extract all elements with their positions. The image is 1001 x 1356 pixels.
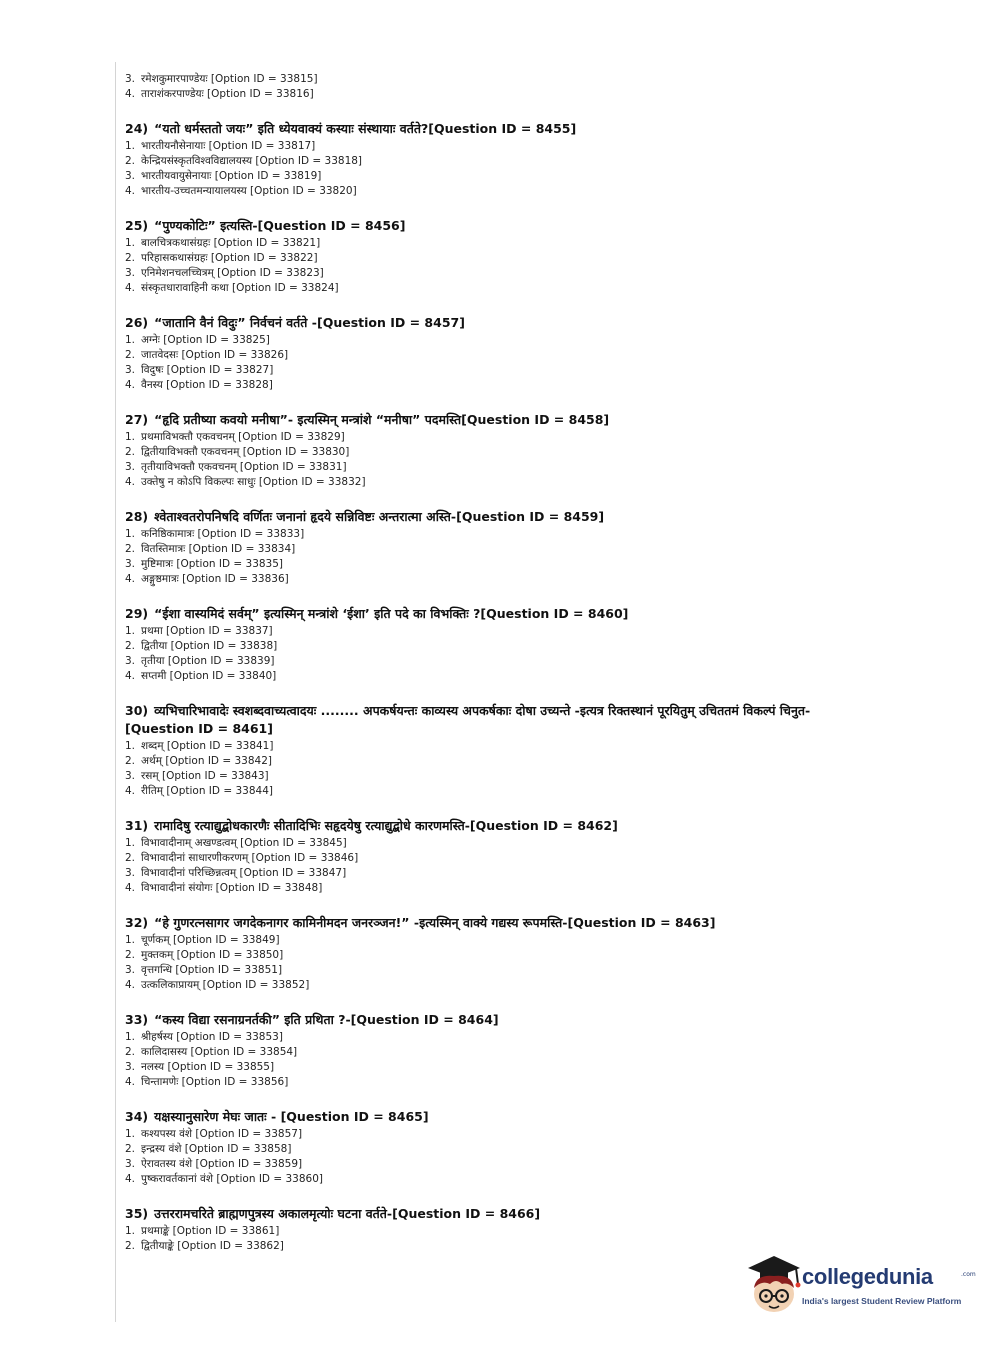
option-text: सप्तमी [Option ID = 33840] <box>141 670 277 682</box>
question-block <box>125 817 865 896</box>
option-item <box>125 1045 865 1060</box>
option-text: विभावादीनां संयोगः [Option ID = 33848] <box>141 882 323 894</box>
carryover-options <box>125 72 865 102</box>
option-number: 2. <box>125 155 136 167</box>
option-number: 2. <box>125 1046 136 1058</box>
question-block <box>125 314 865 393</box>
option-text: प्रथमाविभक्तौ एकवचनम् [Option ID = 33829] <box>141 431 345 443</box>
option-number: 2. <box>125 640 136 652</box>
option-number: 3. <box>125 964 136 976</box>
option-text: वृत्तगन्धि [Option ID = 33851] <box>141 964 283 976</box>
option-text: कनिष्ठिकामात्रः [Option ID = 33833] <box>141 528 305 540</box>
option-item <box>125 445 865 460</box>
option-number: 2. <box>125 1143 136 1155</box>
question-text: “जातानि वैनं विदुः” निर्वचनं वर्तते -[Question ID = 8457] <box>154 315 465 330</box>
option-text: तृतीया [Option ID = 33839] <box>141 655 275 667</box>
question-list <box>125 120 865 1254</box>
option-number: 1. <box>125 237 136 249</box>
option-number: 2. <box>125 446 136 458</box>
option-number: 4. <box>125 882 136 894</box>
option-item <box>125 669 865 684</box>
student-mascot-icon <box>742 1248 802 1318</box>
option-text: परिहासकथासंग्रहः [Option ID = 33822] <box>141 252 318 264</box>
question-number: 26) <box>125 315 149 330</box>
option-number: 3. <box>125 770 136 782</box>
option-text: ऐरावतस्य वंशे [Option ID = 33859] <box>141 1158 303 1170</box>
question-number: 25) <box>125 218 149 233</box>
option-text: रीतिम् [Option ID = 33844] <box>141 785 273 797</box>
option-item <box>125 1127 865 1142</box>
option-item <box>125 1142 865 1157</box>
option-item <box>125 378 865 393</box>
option-item <box>125 363 865 378</box>
collegedunia-logo <box>742 1248 976 1318</box>
option-number: 4. <box>125 282 136 294</box>
option-text: द्वितीया [Option ID = 33838] <box>141 640 278 652</box>
option-item <box>125 475 865 490</box>
option-item <box>125 430 865 445</box>
question-block <box>125 605 865 684</box>
option-number: 2. <box>125 1240 136 1252</box>
option-text: चिन्तामणेः [Option ID = 33856] <box>141 1076 289 1088</box>
option-item <box>125 572 865 587</box>
question-title <box>125 314 865 332</box>
question-block <box>125 1205 865 1254</box>
option-number: 1. <box>125 934 136 946</box>
option-text: जातवेदसः [Option ID = 33826] <box>141 349 289 361</box>
option-text: मुक्तकम् [Option ID = 33850] <box>141 949 284 961</box>
question-text: “हृदि प्रतीष्या कवयो मनीषा”- इत्यस्मिन् मन्त्रांशे “मनीषा” पदमस्ति[Question ID = 8458] <box>154 412 610 427</box>
question-text: “हे गुणरत्नसागर जगदेकनागर कामिनीमदन जनरञ्जन!” -इत्यस्मिन् वाक्ये गद्यस्य रूपमस्ति-[Question ID = 8463] <box>154 915 716 930</box>
option-number: 2. <box>125 949 136 961</box>
option-text: कालिदासस्य [Option ID = 33854] <box>141 1046 298 1058</box>
option-item <box>125 639 865 654</box>
question-number: 34) <box>125 1109 149 1124</box>
question-title <box>125 508 865 526</box>
question-block <box>125 217 865 296</box>
question-block <box>125 1108 865 1187</box>
option-item <box>125 1172 865 1187</box>
option-item <box>125 836 865 851</box>
question-title <box>125 605 865 623</box>
option-item <box>125 654 865 669</box>
option-text: प्रथमा [Option ID = 33837] <box>141 625 273 637</box>
question-number: 32) <box>125 915 149 930</box>
question-text: श्वेताश्वतरोपनिषदि वर्णितः जनानां हृदये सन्निविष्टः अन्तरात्मा अस्ति-[Question ID = 8459] <box>154 509 605 524</box>
question-title <box>125 817 865 835</box>
option-number: 1. <box>125 140 136 152</box>
option-text: विभावादीनां परिच्छिन्नत्वम् [Option ID = 33847] <box>141 867 347 879</box>
question-number: 33) <box>125 1012 149 1027</box>
question-number: 24) <box>125 121 149 136</box>
option-item <box>125 624 865 639</box>
option-item <box>125 784 865 799</box>
question-title <box>125 411 865 429</box>
option-item <box>125 169 865 184</box>
option-item <box>125 933 865 948</box>
option-item <box>125 1157 865 1172</box>
option-number: 3. <box>125 364 136 376</box>
question-text: यक्षस्यानुसारेण मेघः जातः - [Question ID = 8465] <box>154 1109 429 1124</box>
brand-tagline: India's largest Student Review Platform <box>802 1296 962 1306</box>
option-item <box>125 1030 865 1045</box>
question-text: रामादिषु रत्याद्युद्बोधकारणैः सीतादिभिः सहृदयेषु रत्याद्युद्बोधे कारणमस्ति-[Question ID = 8462] <box>154 818 618 833</box>
option-text: उक्तेषु न कोऽपि विकल्पः साधुः [Option ID = 33832] <box>141 476 366 488</box>
option-item <box>125 1060 865 1075</box>
option-number: 3. <box>125 655 136 667</box>
option-text: कश्यपस्य वंशे [Option ID = 33857] <box>141 1128 303 1140</box>
option-item <box>125 184 865 199</box>
question-number: 35) <box>125 1206 149 1221</box>
option-number: 2. <box>125 252 136 264</box>
option-item <box>125 154 865 169</box>
option-number: 3. <box>125 461 136 473</box>
option-item <box>125 963 865 978</box>
question-text: उत्तररामचरिते ब्राह्मणपुत्रस्य अकालमृत्योः घटना वर्तते-[Question ID = 8466] <box>154 1206 541 1221</box>
question-block <box>125 120 865 199</box>
option-number: 3. <box>125 1061 136 1073</box>
option-text: द्वितीयाविभक्तौ एकवचनम् [Option ID = 33830] <box>141 446 350 458</box>
option-text: द्वितीयाङ्के [Option ID = 33862] <box>141 1240 284 1252</box>
option-number: 2. <box>125 349 136 361</box>
option-text: चूर्णकम् [Option ID = 33849] <box>141 934 280 946</box>
option-text: तृतीयाविभक्तौ एकवचनम् [Option ID = 33831] <box>141 461 347 473</box>
option-text: केन्द्रियसंस्कृतविश्वविद्यालयस्य [Option ID = 33818] <box>141 155 363 167</box>
option-text: भारतीय-उच्चतमन्यायालयस्य [Option ID = 33820] <box>141 185 357 197</box>
option-text: उत्कलिकाप्रायम् [Option ID = 33852] <box>141 979 310 991</box>
question-block <box>125 914 865 993</box>
option-text: वैनस्य [Option ID = 33828] <box>141 379 273 391</box>
option-item <box>125 881 865 896</box>
option-number: 4. <box>125 379 136 391</box>
brand-domain-suffix: .com <box>961 1271 976 1278</box>
option-text: नलस्य [Option ID = 33855] <box>141 1061 275 1073</box>
option-item <box>125 542 865 557</box>
option-number: 1. <box>125 625 136 637</box>
option-item <box>125 348 865 363</box>
option-item: 4. ताराशंकरपाण्डेयः [Option ID = 33816] <box>125 88 314 100</box>
margin-rule <box>115 62 116 1322</box>
option-number: 1. <box>125 431 136 443</box>
brand-name: collegedunia <box>802 1264 933 1289</box>
question-block <box>125 411 865 490</box>
question-title <box>125 1205 865 1223</box>
option-text: पुष्करावर्तकानां वंशे [Option ID = 33860] <box>141 1173 323 1185</box>
question-number: 27) <box>125 412 149 427</box>
option-number: 4. <box>125 1076 136 1088</box>
option-text: विभावादीनाम् अखण्डत्वम् [Option ID = 33845] <box>141 837 347 849</box>
question-title <box>125 120 865 138</box>
option-number: 3. <box>125 170 136 182</box>
option-text: संस्कृतधारावाहिनी कथा [Option ID = 33824] <box>141 282 339 294</box>
question-title <box>125 702 865 738</box>
option-text: विदुषः [Option ID = 33827] <box>141 364 274 376</box>
option-item <box>125 739 865 754</box>
option-text: अङ्गुष्ठमात्रः [Option ID = 33836] <box>141 573 289 585</box>
option-item <box>125 948 865 963</box>
question-text: “यतो धर्मस्ततो जयः” इति ध्येयवाक्यं कस्याः संस्थायाः वर्तते?[Question ID = 8455] <box>154 121 577 136</box>
option-item <box>125 460 865 475</box>
option-number: 1. <box>125 1128 136 1140</box>
option-item <box>125 866 865 881</box>
option-text: विभावादीनां साधारणीकरणम् [Option ID = 33846] <box>141 852 359 864</box>
option-text: श्रीहर्षस्य [Option ID = 33853] <box>141 1031 283 1043</box>
question-number: 31) <box>125 818 149 833</box>
option-number: 4. <box>125 185 136 197</box>
option-number: 2. <box>125 543 136 555</box>
question-title <box>125 217 865 235</box>
option-item <box>125 1075 865 1090</box>
option-text: मुष्टिमात्रः [Option ID = 33835] <box>141 558 284 570</box>
option-number: 4. <box>125 785 136 797</box>
option-number: 3. <box>125 1158 136 1170</box>
option-text: बालचित्रकथासंग्रहः [Option ID = 33821] <box>141 237 321 249</box>
option-number: 4. <box>125 573 136 585</box>
option-number: 4. <box>125 476 136 488</box>
option-number: 1. <box>125 1031 136 1043</box>
question-number: 28) <box>125 509 149 524</box>
option-item: 3. रमेशकुमारपाण्डेयः [Option ID = 33815] <box>125 73 318 85</box>
option-item <box>125 139 865 154</box>
option-text: वितस्तिमात्रः [Option ID = 33834] <box>141 543 296 555</box>
option-item <box>125 769 865 784</box>
option-text: शब्दम् [Option ID = 33841] <box>141 740 274 752</box>
option-number: 1. <box>125 528 136 540</box>
option-text: एनिमेशनचलच्चित्रम् [Option ID = 33823] <box>141 267 324 279</box>
option-text: अग्नेः [Option ID = 33825] <box>141 334 270 346</box>
question-title <box>125 914 865 932</box>
question-number: 29) <box>125 606 149 621</box>
option-number: 3. <box>125 558 136 570</box>
option-number: 3. <box>125 267 136 279</box>
option-number: 3. <box>125 867 136 879</box>
option-number: 4. <box>125 670 136 682</box>
option-text: रसम् [Option ID = 33843] <box>141 770 269 782</box>
option-number: 1. <box>125 1225 136 1237</box>
option-text: भारतीयवायुसेनायाः [Option ID = 33819] <box>141 170 322 182</box>
option-number: 2. <box>125 852 136 864</box>
option-item <box>125 527 865 542</box>
question-block <box>125 1011 865 1090</box>
option-item <box>125 333 865 348</box>
question-number: 30) <box>125 703 149 718</box>
option-item <box>125 978 865 993</box>
option-number: 1. <box>125 334 136 346</box>
option-item <box>125 281 865 296</box>
question-text: व्यभिचारिभावादेः स्वशब्दवाच्यत्वादयः ........ अपकर्षयन्तः काव्यस्य अपकर्षकाः दोषा उच्यन्ते -इत्यत्र रिक्तस्थानं पूरयितुम् उचिततमं विकल्पं चिनुत-[Question ID = 8461] <box>125 703 811 736</box>
option-text: भारतीयनौसेनायाः [Option ID = 33817] <box>141 140 316 152</box>
question-text: “कस्य विद्या रसनाग्रनर्तकी” इति प्रथिता ?-[Question ID = 8464] <box>154 1012 499 1027</box>
question-title <box>125 1108 865 1126</box>
option-number: 4. <box>125 979 136 991</box>
option-item <box>125 754 865 769</box>
option-item <box>125 1224 865 1239</box>
option-item <box>125 236 865 251</box>
option-item <box>125 557 865 572</box>
question-text: “ईशा वास्यमिदं सर्वम्” इत्यस्मिन् मन्त्रांशे ‘ईशा’ इति पदे का विभक्तिः ?[Question ID = 8460] <box>154 606 629 621</box>
question-block <box>125 508 865 587</box>
option-text: इन्द्रस्य वंशे [Option ID = 33858] <box>141 1143 292 1155</box>
option-text: अर्थम् [Option ID = 33842] <box>141 755 272 767</box>
option-number: 1. <box>125 837 136 849</box>
option-text: प्रथमाङ्के [Option ID = 33861] <box>141 1225 280 1237</box>
question-title <box>125 1011 865 1029</box>
option-item <box>125 266 865 281</box>
option-item <box>125 851 865 866</box>
question-text: “पुण्यकोटिः” इत्यस्ति-[Question ID = 8456] <box>154 218 406 233</box>
question-block <box>125 702 865 799</box>
option-item <box>125 251 865 266</box>
option-number: 1. <box>125 740 136 752</box>
question-paper <box>125 72 865 1254</box>
option-number: 4. <box>125 1173 136 1185</box>
option-number: 2. <box>125 755 136 767</box>
